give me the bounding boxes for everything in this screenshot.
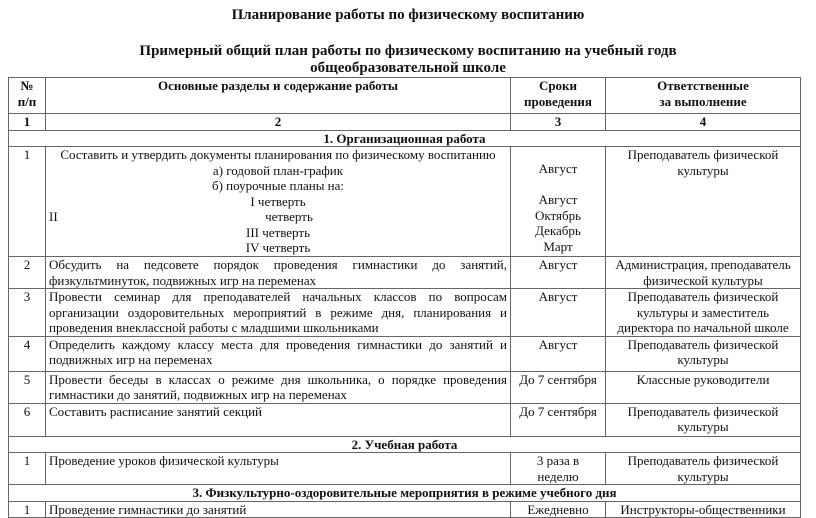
table-row: 4 Определить каждому классу места для проведения гимнастики до занятий и подвижных игр на переменах Август Преподаватель физической культуры <box>9 336 801 371</box>
column-numbers-row: 1 2 3 4 <box>9 114 801 131</box>
table-row: 1 Проведение уроков физической культуры 3 раза в неделю Преподаватель физической культуры <box>9 453 801 485</box>
table-row: 3 Провести семинар для преподавателей начальных классов по вопросам организации оздоровительных мероприятий в режиме дня, планирования и проведения внеклассной работы с младшими школьниками Август Преподаватель физической культуры и заместитель директора по начальной школе <box>9 289 801 337</box>
row-terms: Август Август Октябрь Декабрь Март <box>511 147 606 257</box>
document-title: Планирование работы по физическому воспитанию <box>231 7 585 23</box>
table-row: 1 Проведение гимнастики до занятий Ежедневно Инструкторы-общественники <box>9 501 801 518</box>
section-header: 2. Учебная работа <box>9 436 801 453</box>
table-row: 6 Составить расписание занятий секций До 7 сентября Преподаватель физической культуры <box>9 403 801 436</box>
header-content: Основные разделы и содержание работы <box>46 78 511 114</box>
section-header: 3. Физкультурно-оздоровительные мероприятия в режиме учебного дня <box>9 485 801 502</box>
table-row: 1 Составить и утвердить документы планирования по физическому воспитанию а) годовой план-график б) поурочные планы на: I четверть II четверть III четверть IV четверть Август Август Октябрь Декабрь Март Преподаватель физической культуры <box>9 147 801 257</box>
document-subtitle: Примерный общий план работы по физическому воспитанию на учебный годв общеобразовательной школе <box>139 43 677 76</box>
header-num: № п/п <box>9 78 46 114</box>
table-row: 5 Провести беседы в классах о режиме дня школьника, о порядке проведения гимнастики до занятий, подвижных игр на переменах До 7 сентября Классные руководители <box>9 371 801 403</box>
header-row <box>9 78 801 114</box>
header-responsible: Ответственные за выполнение <box>606 78 801 114</box>
header-terms: Сроки проведения <box>511 78 606 114</box>
table-row: 2 Обсудить на педсовете порядок проведения гимнастики до занятий, физкультминуток, подвижных игр на переменах Август Администрация, преподаватель физической культуры <box>9 257 801 289</box>
plan-table <box>8 77 801 518</box>
section-header: 1. Организационная работа <box>9 130 801 147</box>
row-content: Составить и утвердить документы планирования по физическому воспитанию а) годовой план-график б) поурочные планы на: I четверть II четверть III четверть IV четверть <box>46 147 511 257</box>
